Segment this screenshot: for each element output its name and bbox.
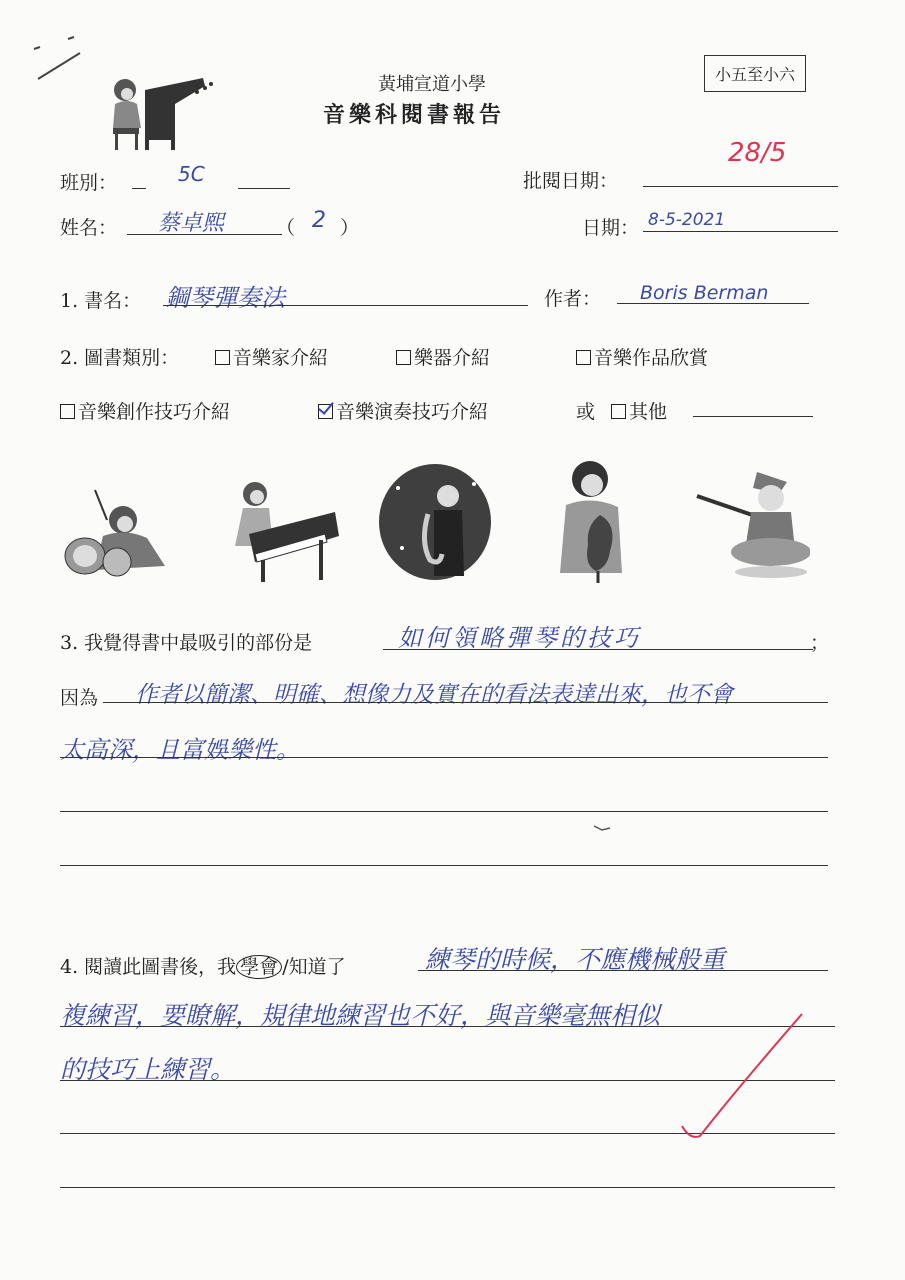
because-label: 因為	[60, 687, 99, 709]
option-performance[interactable]: 音樂演奏技巧介紹	[318, 397, 488, 424]
flute-player-icon	[695, 460, 810, 580]
q3-answer-underline	[383, 649, 813, 650]
q4-answer-line1[interactable]: 練琴的時候，不應機械般重	[425, 945, 726, 974]
option-musician[interactable]: 音樂家介紹	[215, 343, 328, 370]
or-text: 或	[576, 401, 596, 423]
checkbox-musician[interactable]	[215, 350, 230, 365]
q4-label-end: 知道了	[288, 956, 346, 978]
q3-reason-line2[interactable]: 太高深，且富娛樂性。	[60, 736, 300, 764]
name-value[interactable]: 蔡卓熙	[158, 211, 225, 236]
checkbox-performance-checked[interactable]	[318, 404, 333, 419]
q3-underline-4	[60, 865, 828, 866]
checkbox-composition[interactable]	[60, 404, 75, 419]
q4-slash: /	[282, 956, 289, 978]
checkbox-appreciation[interactable]	[576, 350, 591, 365]
number-open: （	[276, 217, 296, 239]
tick-mark-icon	[676, 1010, 806, 1145]
q3-underline-1	[103, 702, 828, 703]
grading-date-underline	[643, 186, 838, 187]
option-instrument[interactable]: 樂器介紹	[396, 343, 490, 370]
checkbox-instrument[interactable]	[396, 350, 411, 365]
grade-badge: 小五至小六	[704, 55, 806, 92]
q3-underline-3	[60, 811, 828, 812]
drummer-icon	[55, 470, 175, 585]
checkbox-other[interactable]	[611, 404, 626, 419]
q4-label	[60, 952, 346, 979]
author-underline	[617, 303, 809, 304]
learned-circled[interactable]: 學會	[236, 955, 282, 979]
class-underline-2	[238, 188, 290, 189]
class-underline	[132, 188, 146, 189]
class-value[interactable]: 5C	[178, 162, 205, 186]
q1-label: 1. 書名：	[60, 290, 142, 312]
name-label: 姓名：	[60, 217, 118, 239]
option-appreciation[interactable]: 音樂作品欣賞	[576, 343, 708, 370]
scan-speck-icon	[592, 824, 614, 834]
author-label: 作者：	[544, 288, 602, 310]
school-name: 黃埔宣道小學	[378, 74, 486, 95]
q3-underline-2	[60, 757, 828, 758]
q4-underline-5	[60, 1187, 835, 1188]
q2-label: 2. 圖書類別：	[60, 347, 180, 369]
piano-girl-icon	[105, 70, 215, 152]
book-title-value[interactable]: 鋼琴彈奏法	[165, 284, 285, 312]
cellist-icon	[548, 455, 638, 583]
q3-label: 3. 我覺得書中最吸引的部份是	[60, 632, 313, 654]
date-value[interactable]: 8-5-2021	[648, 210, 726, 230]
date-label: 日期：	[582, 217, 640, 239]
q3-answer[interactable]: 如何領略彈琴的技巧	[398, 624, 641, 652]
q4-answer-line3[interactable]: 的技巧上練習。	[60, 1055, 236, 1084]
scan-mark-icon	[30, 35, 90, 85]
author-value[interactable]: Boris Berman	[640, 282, 769, 304]
grading-date-value: 28/5	[728, 138, 787, 168]
option-composition[interactable]: 音樂創作技巧介紹	[60, 397, 230, 424]
other-underline	[693, 416, 813, 417]
option-other[interactable]: 其他	[611, 397, 667, 424]
q4-label-start: 4. 閱讀此圖書後，我	[60, 956, 237, 978]
grand-piano-player-icon	[215, 470, 345, 585]
number-close: ）	[340, 217, 360, 239]
grading-date-label: 批閱日期：	[523, 170, 619, 192]
number-value[interactable]: 2	[312, 208, 326, 233]
saxophone-player-icon	[378, 458, 493, 583]
book-title-underline	[163, 305, 528, 306]
q4-underline-1	[418, 970, 828, 971]
class-label: 班別：	[60, 172, 118, 194]
name-underline	[127, 234, 282, 235]
q3-reason-line1[interactable]: 作者以簡潔、明確、想像力及實在的看法表達出來，也不會	[135, 682, 733, 708]
date-underline	[643, 231, 838, 232]
q4-answer-line2[interactable]: 複練習，要瞭解，規律地練習也不好，與音樂毫無相似	[60, 1001, 661, 1030]
q3-semicolon: ；	[810, 632, 830, 654]
report-title: 音樂科閱書報告	[323, 102, 506, 128]
